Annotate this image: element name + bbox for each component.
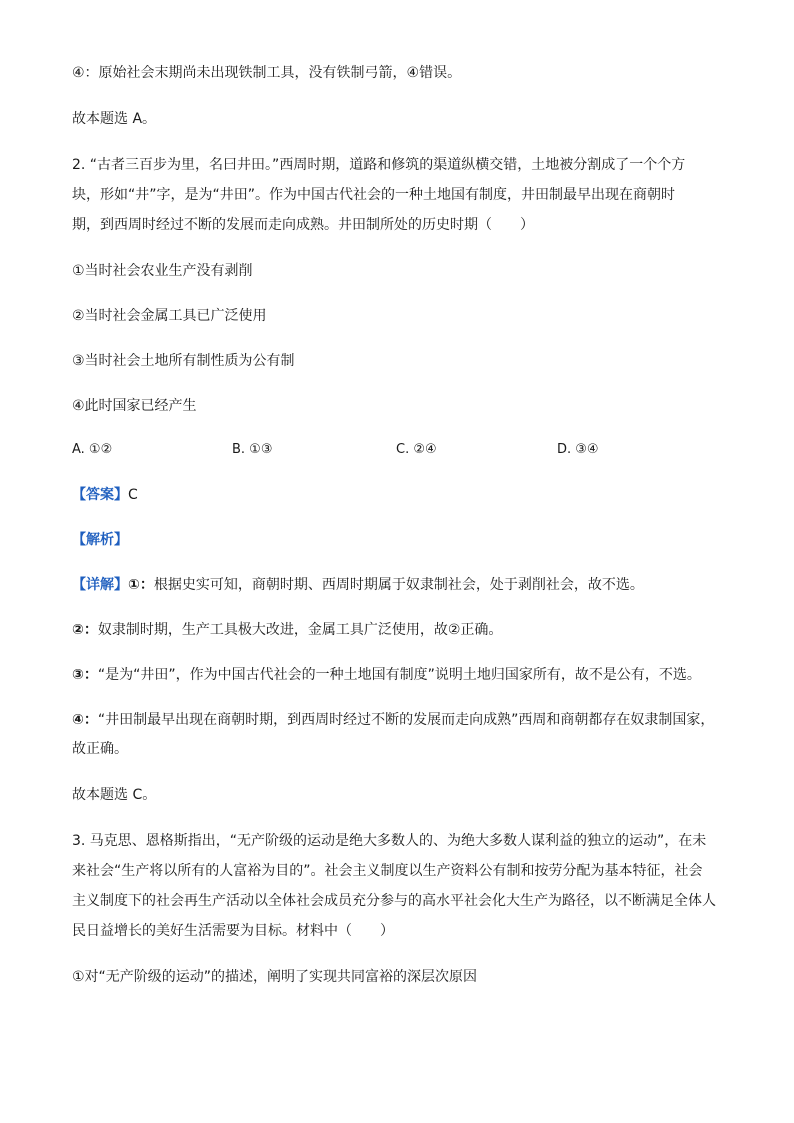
- option-b: B. ①③: [232, 442, 273, 457]
- question-2-statement-2: ②当时社会金属工具已广泛使用: [72, 308, 267, 324]
- analysis-tag: 【解析】: [72, 532, 128, 548]
- question-3-stem-line-1: 3. 马克思、恩格斯指出，“无产阶级的运动是绝大多数人的、为绝大多数人谋利益的独立的运动”，在未: [72, 833, 707, 849]
- question-3-stem-line-4: 民日益增长的美好生活需要为目标。材料中（ ）: [72, 923, 394, 939]
- detail-4-mark: ④：: [72, 712, 98, 728]
- prev-answer-line: 故本题选 A。: [72, 111, 157, 127]
- question-2-statement-1: ①当时社会农业生产没有剥削: [72, 263, 253, 279]
- detail-1-text: 根据史实可知，商朝时期、西周时期属于奴隶制社会，处于剥削社会，故不选。: [153, 577, 644, 593]
- question-2-stem-line-2: 块，形如“井”字，是为“井田”。作为中国古代社会的一种土地国有制度，井田制最早出现在商朝时: [72, 187, 676, 203]
- detail-line-1: [72, 576, 722, 594]
- detail-line-2: [72, 621, 722, 639]
- question-3-stem-line-3: 主义制度下的社会再生产活动以全体社会成员充分参与的高水平社会化大生产为路径，以不断满足全体人: [72, 893, 716, 909]
- question-2-conclusion: 故本题选 C。: [72, 787, 157, 803]
- question-2-statement-3: ③当时社会土地所有制性质为公有制: [72, 353, 295, 369]
- option-c: C. ②④: [396, 442, 437, 457]
- answer-value: C: [128, 487, 138, 503]
- detail-tag: 【详解】: [72, 577, 128, 593]
- detail-3-mark: ③：: [72, 667, 98, 683]
- prev-explanation-line: ④：原始社会末期尚未出现铁制工具，没有铁制弓箭，④错误。: [72, 65, 462, 81]
- option-a: A. ①②: [72, 442, 113, 457]
- answer-line: [72, 486, 722, 504]
- detail-line-4: [72, 711, 722, 729]
- analysis-line: [72, 531, 722, 549]
- question-2-statement-4: ④此时国家已经产生: [72, 398, 197, 414]
- question-3-statement-1: ①对“无产阶级的运动”的描述，阐明了实现共同富裕的深层次原因: [72, 969, 478, 985]
- detail-line-3: [72, 666, 722, 684]
- detail-1-mark: ①：: [128, 577, 154, 593]
- question-3-stem-line-2: 来社会“生产将以所有的人富裕为目的”。社会主义制度以生产资料公有制和按劳分配为基本特征，社会: [72, 863, 703, 879]
- question-2-stem-line-1: 2. “古者三百步为里，名曰井田。”西周时期，道路和修筑的渠道纵横交错，土地被分割成了一个个方: [72, 157, 686, 173]
- detail-4-text: “井田制最早出现在商朝时期，到西周时经过不断的发展而走向成熟”西周和商朝都存在奴隶制国家，: [97, 712, 715, 728]
- detail-3-text: “是为“井田”，作为中国古代社会的一种土地国有制度”说明土地归国家所有，故不是公有，不选。: [97, 667, 701, 683]
- option-d: D. ③④: [557, 442, 599, 457]
- detail-2-text: 奴隶制时期，生产工具极大改进，金属工具广泛使用，故②正确。: [97, 622, 503, 638]
- detail-2-mark: ②：: [72, 622, 98, 638]
- question-2-stem-line-3: 期，到西周时经过不断的发展而走向成熟。井田制所处的历史时期（ ）: [72, 217, 534, 233]
- detail-line-4-continued: 故正确。: [72, 741, 128, 757]
- answer-tag: 【答案】: [72, 487, 128, 503]
